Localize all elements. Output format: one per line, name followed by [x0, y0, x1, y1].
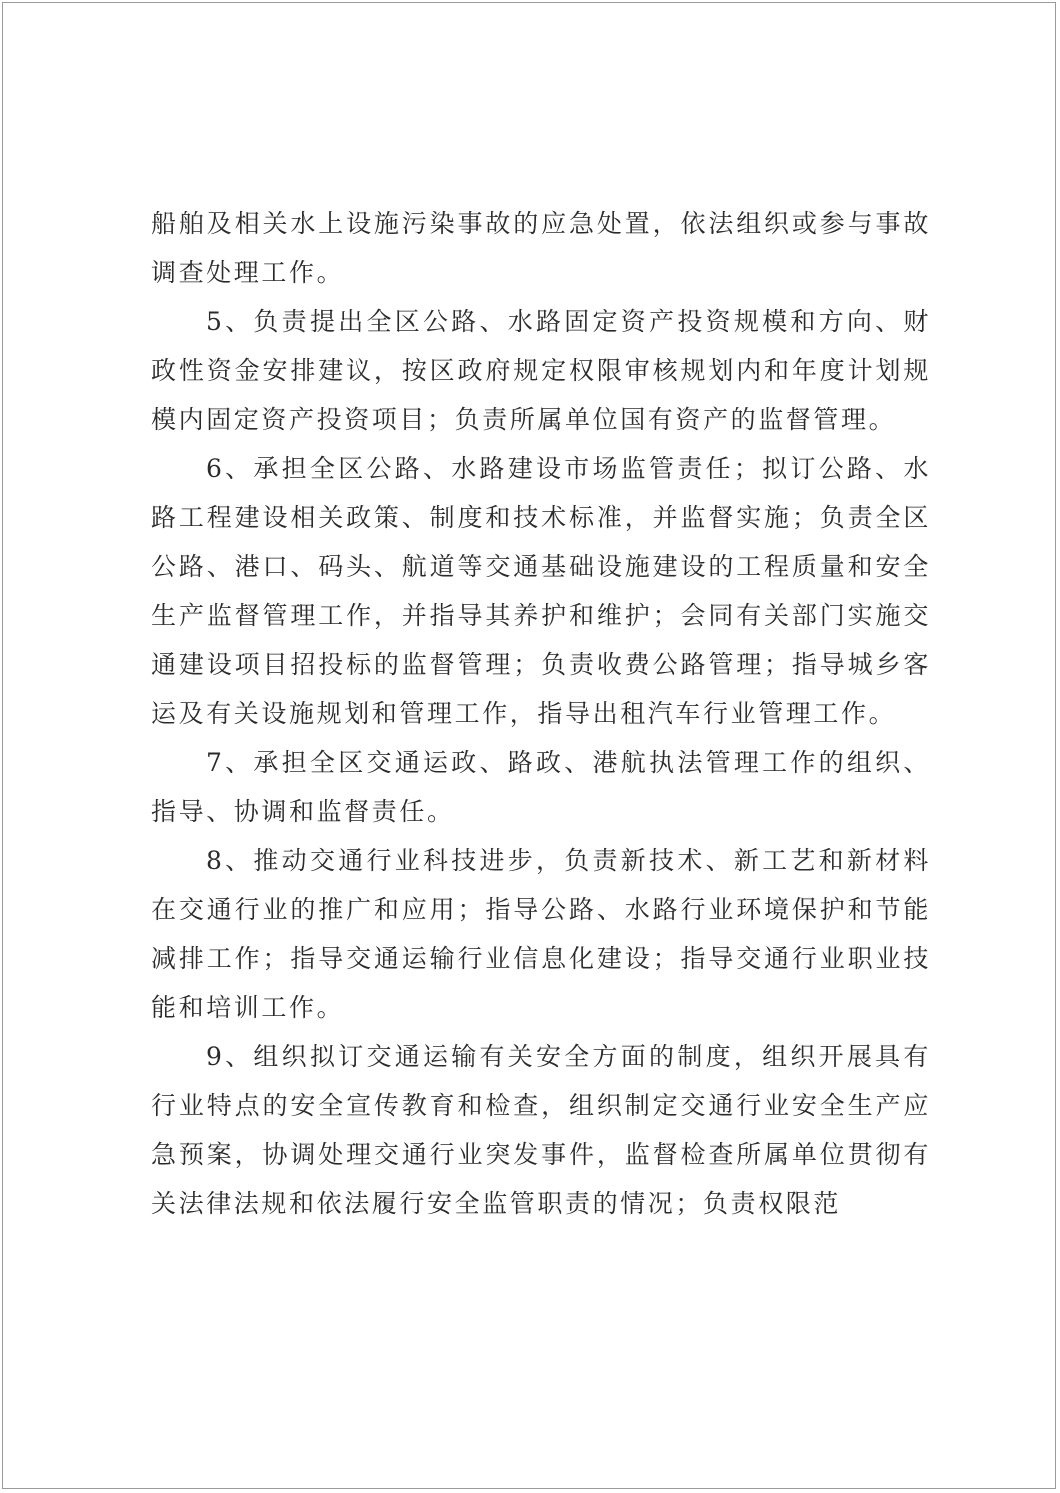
paragraph-item-5: 5、负责提出全区公路、水路固定资产投资规模和方向、财政性资金安排建议，按区政府规定权限审核规划内和年度计划规模内固定资产投资项目；负责所属单位国有资产的监督管理。: [151, 307, 931, 434]
paragraph-item-7: 7、承担全区交通运政、路政、港航执法管理工作的组织、指导、协调和监督责任。: [151, 748, 931, 826]
paragraph-item-6: 6、承担全区公路、水路建设市场监管责任；拟订公路、水路工程建设相关政策、制度和技术标准，并监督实施；负责全区公路、港口、码头、航道等交通基础设施建设的工程质量和安全生产监督管理工作，并指导其养护和维护；会同有关部门实施交通建设项目招投标的监督管理；负责收费公路管理；指导城乡客运及有关设施规划和管理工作，指导出租汽车行业管理工作。: [151, 454, 931, 728]
document-page: [2, 2, 1056, 1489]
body-text: [151, 199, 931, 1228]
paragraph-item-8: 8、推动交通行业科技进步，负责新技术、新工艺和新材料在交通行业的推广和应用；指导公路、水路行业环境保护和节能减排工作；指导交通运输行业信息化建设；指导交通行业职业技能和培训工作。: [151, 846, 931, 1022]
paragraph-continued: 船舶及相关水上设施污染事故的应急处置，依法组织或参与事故调查处理工作。: [151, 209, 931, 287]
paragraph-item-9: 9、组织拟订交通运输有关安全方面的制度，组织开展具有行业特点的安全宣传教育和检查，组织制定交通行业安全生产应急预案，协调处理交通行业突发事件，监督检查所属单位贯彻有关法律法规和依法履行安全监管职责的情况；负责权限范: [151, 1042, 931, 1218]
